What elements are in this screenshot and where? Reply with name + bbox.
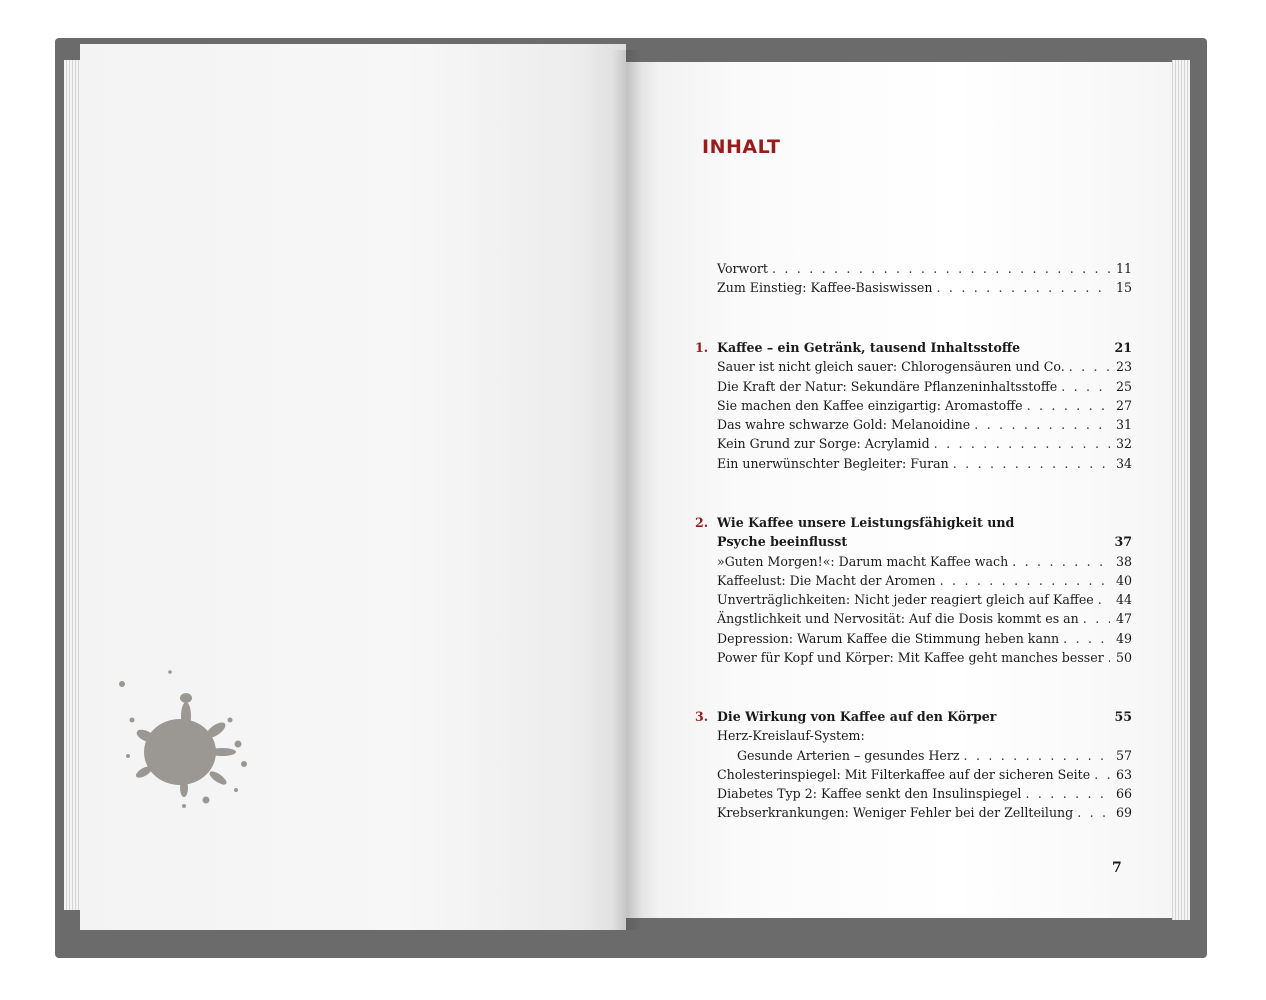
toc-entry[interactable]: Krebserkrankungen: Weniger Fehler bei der Zellteilung . . . 69 [695,803,1132,822]
toc-entry[interactable]: Sauer ist nicht gleich sauer: Chlorogensäuren und Co. . . . 23 [695,357,1132,376]
chapter-heading[interactable]: 2. Wie Kaffee unsere Leistungsfähigkeit und [695,515,1015,530]
toc-chapter-2 [695,513,1132,667]
toc-entry[interactable]: Herz-Kreislauf-System: [717,728,865,744]
toc-entry[interactable]: »Guten Morgen!«: Darum macht Kaffee wach . . . 38 [695,552,1132,571]
toc-entry[interactable]: Diabetes Typ 2: Kaffee senkt den Insulinspiegel . . . 66 [695,784,1132,803]
toc-chapter-3 [695,707,1132,823]
toc-entry[interactable]: Power für Kopf und Körper: Mit Kaffee geht manches besser . . . 50 [695,648,1132,667]
toc-entry[interactable]: Kein Grund zur Sorge: Acrylamid . . . 32 [695,434,1132,453]
toc-heading: INHALT [702,136,781,158]
toc-chapter-1 [695,338,1132,473]
chapter-heading[interactable]: 1. Kaffee – ein Getränk, tausend Inhaltsstoffe 21 [695,340,1132,355]
page-number: 7 [1112,860,1122,876]
toc-entry[interactable]: Cholesterinspiegel: Mit Filterkaffee auf der sicheren Seite . . . 63 [695,765,1132,784]
toc-entry[interactable]: Depression: Warum Kaffee die Stimmung heben kann . . . 49 [695,629,1132,648]
toc-entry[interactable]: Das wahre schwarze Gold: Melanoidine . . . 31 [695,415,1132,434]
toc-entry[interactable]: Unverträglichkeiten: Nicht jeder reagiert gleich auf Kaffee . . . 44 [695,590,1132,609]
toc-entry[interactable]: Zum Einstieg: Kaffee-Basiswissen . . . 15 [695,278,1132,297]
page-edges-right [1172,60,1190,920]
toc-entry[interactable]: Kaffeelust: Die Macht der Aromen . . . 40 [695,571,1132,590]
toc-entry-cont[interactable]: Gesunde Arterien – gesundes Herz . . . 57 [695,746,1132,765]
gutter-shadow [612,50,642,930]
chapter-heading[interactable]: 3. Die Wirkung von Kaffee auf den Körper 55 [695,709,1132,724]
toc-entry[interactable]: Ängstlichkeit und Nervosität: Auf die Dosis kommt es an . . . 47 [695,609,1132,628]
coffee-stain-icon [108,660,268,830]
chapter-heading-cont[interactable]: Psyche beeinflusst 37 [717,534,1132,550]
toc-entry[interactable]: Sie machen den Kaffee einzigartig: Aromastoffe . . . 27 [695,396,1132,415]
toc-entry[interactable]: Vorwort . . . 11 [695,259,1132,278]
toc-intro [695,259,1132,298]
toc-entry[interactable]: Die Kraft der Natur: Sekundäre Pflanzeninhaltsstoffe . . . 25 [695,377,1132,396]
toc-entry[interactable]: Ein unerwünschter Begleiter: Furan . . . 34 [695,454,1132,473]
